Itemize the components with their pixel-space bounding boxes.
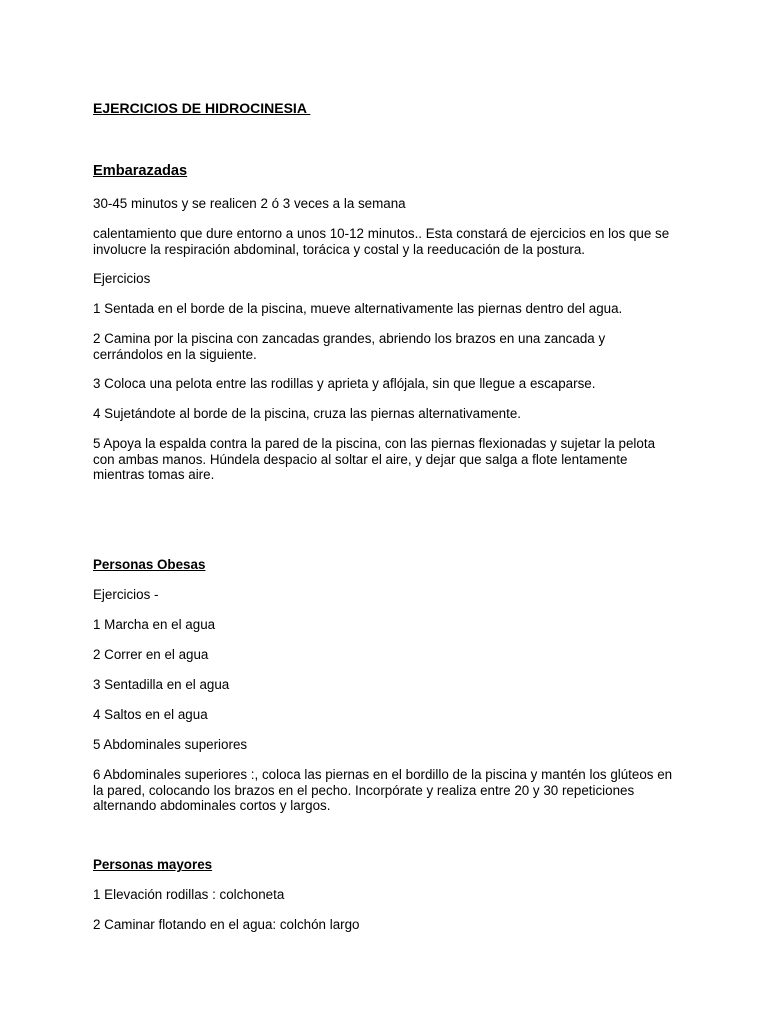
exercise-item: 1 Elevación rodillas : colchoneta	[93, 887, 285, 902]
exercise-item: 3 Sentadilla en el agua	[93, 677, 230, 692]
exercise-item: 2 Correr en el agua	[93, 647, 209, 662]
exercise-item: 4 Sujetándote al borde de la piscina, cruza las piernas alternativamente.	[93, 406, 522, 421]
embarazadas-warmup: calentamiento que dure entorno a unos 10-12 minutos.. Esta constará de ejercicios en los que se involucre la respiración abdominal, torácica y costal y la reeducación de la postura.	[93, 226, 670, 257]
exercise-item: 4 Saltos en el agua	[93, 707, 208, 722]
exercise-item: 2 Caminar flotando en el agua: colchón largo	[93, 917, 360, 932]
exercise-item: 6 Abdominales superiores :, coloca las piernas en el bordillo de la piscina y mantén los glúteos en la pared, colocando los brazos en el pecho. Incorpórate y realiza entre 20 y 30 repeticiones alternando abdominales cortos y largos.	[93, 767, 673, 813]
exercise-item: 5 Apoya la espalda contra la pared de la piscina, con las piernas flexionadas y sujetar la pelota con ambas manos. Húndela despacio al soltar el aire, y dejar que salga a flote lentamente mientras tomas aire.	[93, 436, 656, 482]
embarazadas-exercises-label: Ejercicios	[93, 271, 151, 286]
exercise-item: 1 Marcha en el agua	[93, 617, 216, 632]
exercise-item: 2 Camina por la piscina con zancadas grandes, abriendo los brazos en una zancada y cerrándolos en la siguiente.	[93, 331, 606, 362]
document-title: EJERCICIOS DE HIDROCINESIA	[93, 100, 311, 116]
section-heading-mayores: Personas mayores	[93, 857, 213, 872]
section-heading-embarazadas: Embarazadas	[93, 163, 188, 179]
section-heading-obesas: Personas Obesas	[93, 557, 206, 572]
exercise-item: 3 Coloca una pelota entre las rodillas y aprieta y aflójala, sin que llegue a escaparse.	[93, 376, 596, 391]
exercise-item: 1 Sentada en el borde de la piscina, mueve alternativamente las piernas dentro del agua.	[93, 301, 623, 316]
exercise-item: 5 Abdominales superiores	[93, 737, 248, 752]
embarazadas-frequency: 30-45 minutos y se realicen 2 ó 3 veces a la semana	[93, 196, 406, 211]
obesas-exercises-label: Ejercicios -	[93, 587, 159, 602]
